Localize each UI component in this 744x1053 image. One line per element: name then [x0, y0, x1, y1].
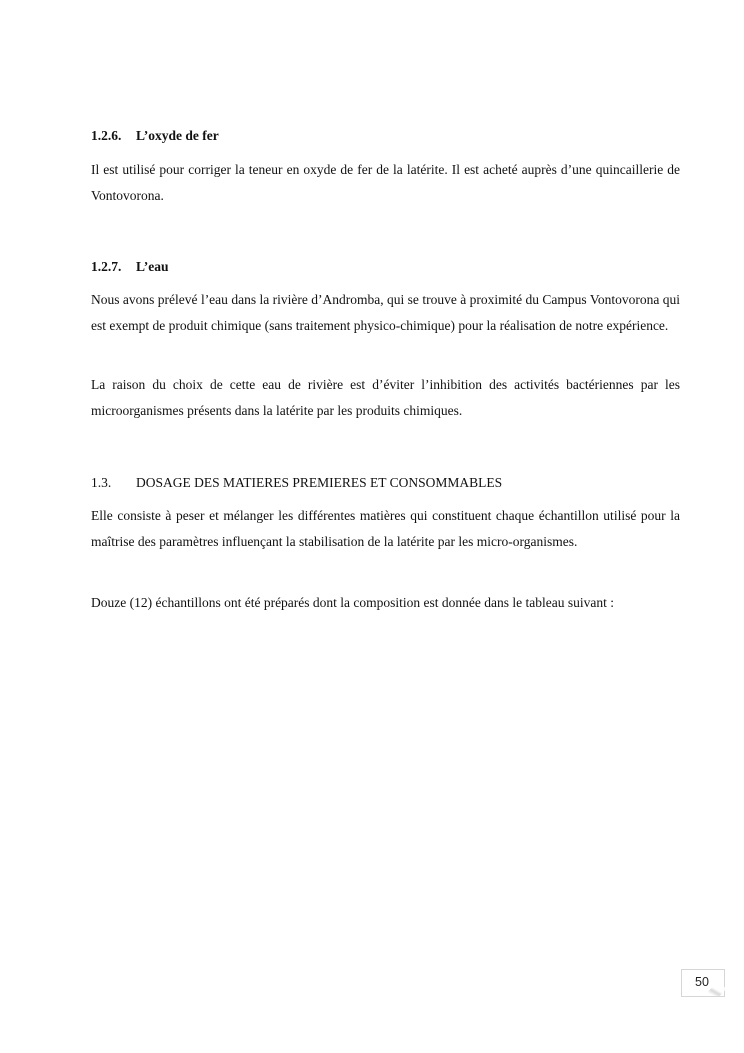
section-heading-1-2-6	[91, 127, 219, 145]
section-title: DOSAGE DES MATIERES PREMIERES ET CONSOMMABLES	[136, 475, 503, 490]
section-number: 1.3.	[91, 475, 112, 490]
section-number: 1.2.6.	[91, 128, 122, 143]
paragraph-dosage-1: Elle consiste à peser et mélanger les différentes matières qui constituent chaque échantillon utilisé pour la maîtrise des paramètres influençant la stabilisation de la latérite par les micro-organismes.	[91, 508, 680, 549]
page-number-box	[681, 969, 725, 997]
paragraph-dosage-2: Douze (12) échantillons ont été préparés dont la composition est donnée dans le tableau suivant :	[91, 595, 614, 610]
section-heading-1-2-7	[91, 258, 169, 276]
paragraph-eau-1: Nous avons prélevé l’eau dans la rivière d’Andromba, qui se trouve à proximité du Campus Vontovorona qui est exempt de produit chimique (sans traitement physico-chimique) pour la réalisation de notre expérience.	[91, 292, 680, 333]
paragraph-eau-2: La raison du choix de cette eau de rivière est d’éviter l’inhibition des activités bactériennes par les microorganismes présents dans la latérite par les produits chimiques.	[91, 377, 680, 418]
section-heading-1-3	[91, 474, 502, 492]
section-number: 1.2.7.	[91, 259, 122, 274]
section-title: L’eau	[136, 259, 169, 274]
section-title: L’oxyde de fer	[136, 128, 219, 143]
page-number: 50	[695, 975, 709, 989]
paragraph-oxyde-de-fer: Il est utilisé pour corriger la teneur en oxyde de fer de la latérite. Il est acheté auprès d’une quincaillerie de Vontovorona.	[91, 162, 680, 203]
